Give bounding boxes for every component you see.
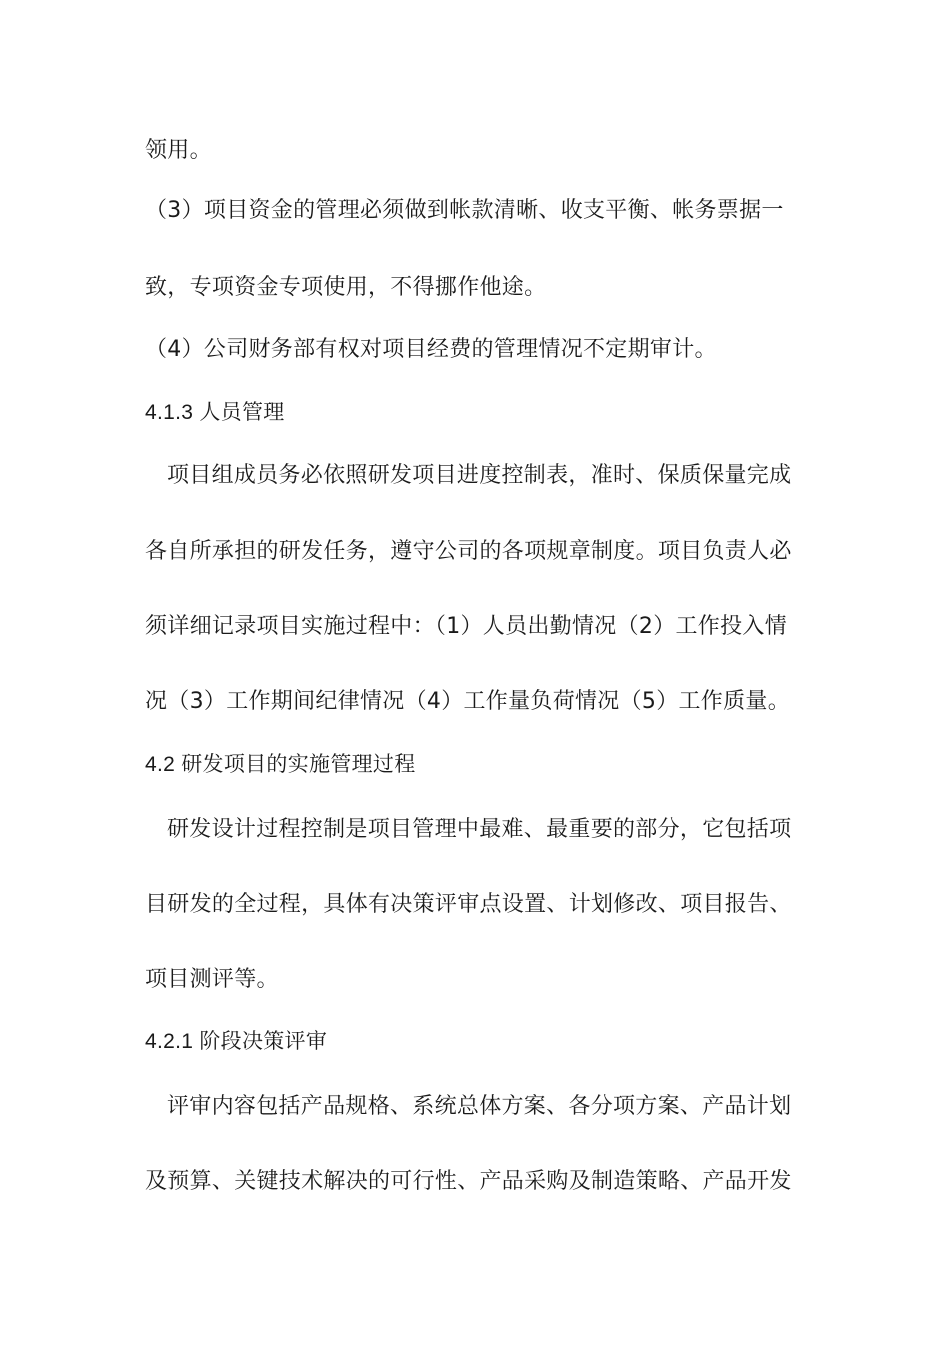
- text-line: 项目组成员务必依照研发项目进度控制表，准时、保质保量完成: [167, 463, 792, 488]
- text-line: 项目测评等。: [145, 967, 279, 992]
- text-line: 须详细记录项目实施过程中：（1）人员出勤情况（2）工作投入情: [145, 614, 787, 639]
- section-heading: 4.2 研发项目的实施管理过程: [145, 753, 416, 776]
- text-line: 况（3）工作期间纪律情况（4）工作量负荷情况（5）工作质量。: [145, 689, 790, 714]
- section-heading: 4.2.1 阶段决策评审: [145, 1030, 328, 1053]
- text-line: 评审内容包括产品规格、系统总体方案、各分项方案、产品计划: [167, 1094, 792, 1119]
- section-heading: 4.1.3 人员管理: [145, 401, 285, 424]
- text-line: 各自所承担的研发任务，遵守公司的各项规章制度。项目负责人必: [145, 539, 792, 564]
- text-line: 目研发的全过程，具体有决策评审点设置、计划修改、项目报告、: [145, 892, 792, 917]
- text-line: 及预算、关键技术解决的可行性、产品采购及制造策略、产品开发: [145, 1169, 792, 1194]
- text-line: 领用。: [145, 138, 212, 163]
- text-line: （4）公司财务部有权对项目经费的管理情况不定期审计。: [145, 337, 717, 362]
- text-line: 致，专项资金专项使用，不得挪作他途。: [145, 275, 547, 300]
- text-line: 研发设计过程控制是项目管理中最难、最重要的部分，它包括项: [167, 817, 792, 842]
- text-line: （3）项目资金的管理必须做到帐款清晰、收支平衡、帐务票据一: [145, 198, 784, 223]
